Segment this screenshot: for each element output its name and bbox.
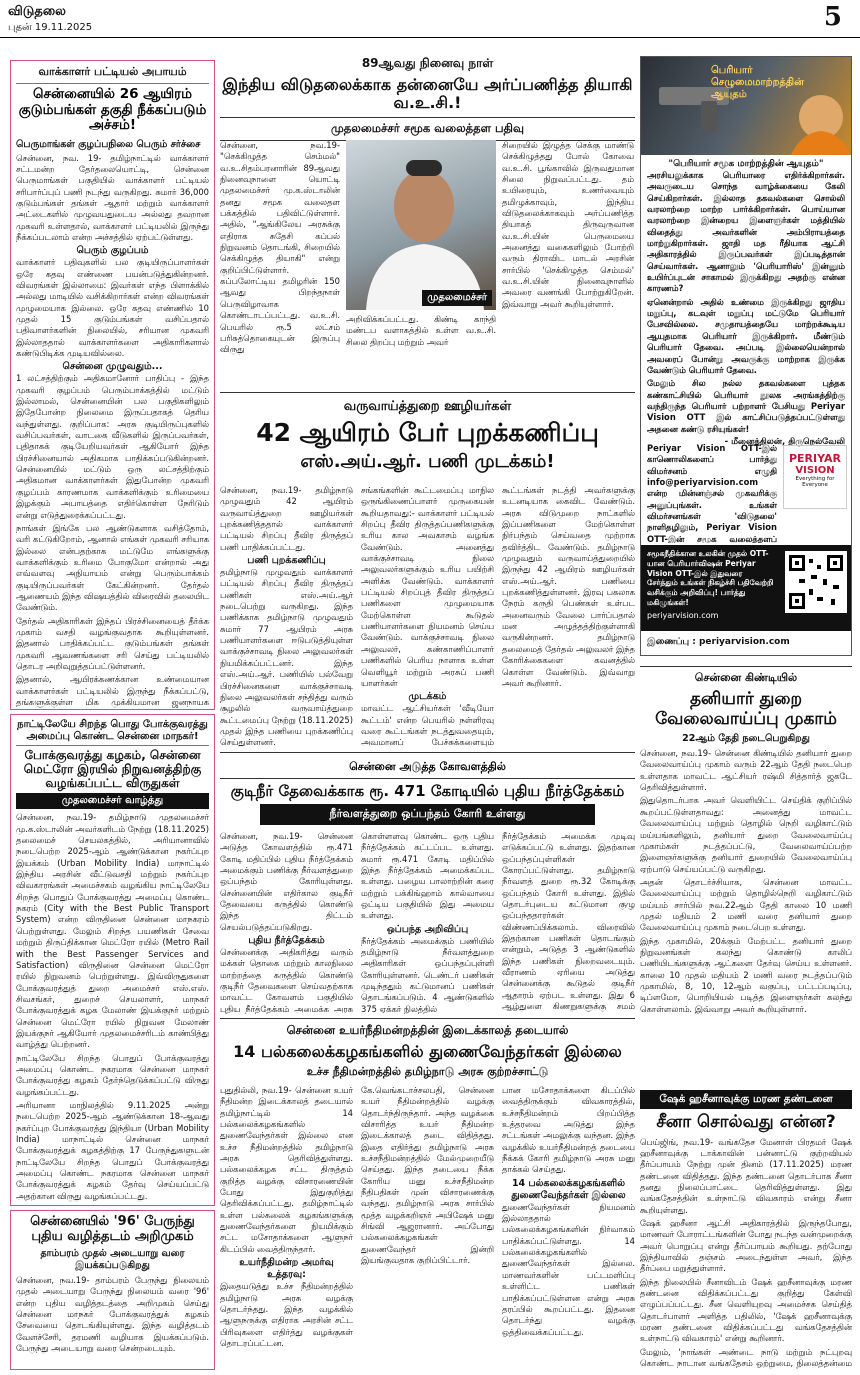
ad-body: ஏனென்றால் அதில் உண்மை இருக்கிறது ஜாதிய மறுப்பு, கடவுள் மறுப்பு மட்டுமே பெரியார் பேசவில்லை. சமுதாயத்தையே மாற்றக்கூடிய ஆயுதமாக பெரியார் இருக்கிறார். மீண்டும் பெரியார் தேவை. அப்படி இல்லையென்றால் அவரைப் போன்று அவருக்கு மாற்றாக இருக்க வேண்டும் பெரியார் தேவை. [647,296,845,375]
subhead: முதலமைச்சர் சமூக வலைத்தள பதிவு [220,117,635,141]
body: அதன் தொடர்ச்சியாக, சென்னை மாவட்ட வேலைவாய்ப்பு மற்றும் தொழில்நெறி வழிகாட்டும் மய்யம் சார்பில் நவ.22ஆம் தேதி காலை 10 மணி முதல் மதியம் 2 மணி வரை தனியார் துறை வேலைவாய்ப்பு முகாம் நடைபெற உள்ளது. [640,876,852,933]
ad-site[interactable]: periyarvision.com [647,610,719,620]
body: சென்னை, நவ.19- தாம்பரம் பேருந்து நிலையம் முதல் அடையாறு பேருந்து நிலையம் வரை '96' என்ற புதிய வழித்தடத்தை அறிமுகம் செய்து சென்னை மாநகர் போக்குவரத்துக் கழகம் சேவையை தொடங்கியுள்ளது. இந்த வழித்தடம் வேளச்சேரி, தரமணி வழியாக இயக்கப்படும். பேருந்து அடையாறு வரை சென்றடையும். [16,1274,209,1353]
subhead: 14 பல்கலைக்கழகங்களில் துணைவேந்தர்கள் இல்லை [511,1177,626,1201]
article-voc [220,56,635,386]
headline: 14 பல்கலைக்கழகங்களில் துணைவேந்தர்கள் இல்லை [233,1042,622,1061]
kicker: சென்னை உயர்நீதிமன்றத்தின் இடைக்காலத் தடையால் [286,1023,569,1037]
body: இதுதொடர்பாக அவர் வெளியிட்ட செய்திக் குறிப்பில் கூறப்பட்டுள்ளதாவது: அனைத்து மாவட்ட வேலைவாய்ப்பு மற்றும் தொழில் நெறி வழிகாட்டும் மய்யங்களிலும், தனியார் துறை வேலைவாய்ப்பு முகாம்கள் நடத்தப்பட்டு, வேலைவாய்ப்பற்ற இளைஞர்களுக்கு தனியார் துறையில் வேலைவாய்ப்பு ஏற்பாடு செய்யப்பட்டு வருகிறது. [640,795,852,874]
logo-text-c: VISION [795,465,835,476]
body: நாங்கள் இங்கே பல ஆண்டுகளாக வசித்தோம், வரி கட்டுகிறோம், ஆனால் எங்கள் முகவரி சரியாக இல்லை என்பதற்காக மட்டுமே எங்களுக்கு வாக்களிக்கும் உரிமை போகுமோ என்றால் அது எவ்வளவு அநியாயம் என்று பெரும்பாக்கம் குடியிருப்பவர்கள் கேட்கின்றனர். தேர்தல் ஆணையம் இந்த விஷயத்தில் விரைவில் தலையிட வேண்டும். [16,522,209,613]
body: சிறையில் இழுத்த செக்கு மாண்டு செக்கிழுத்தது போல் கோவை வ.உ.சி. பூங்காவில் இருவதுமான சிலை நிறுவப்பட்டது. தம் உயிரையும், உணர்வையும் தமிழுக்காவும், இந்திய விடுதலைக்காகவும் அர்ப்பணித்த தியாகத் திருவுருவான வ.உ.சி.யின் பெருமையை அனைத்து வகைகளிலும் போற்றி வரும் திராவிட மாடல் அரசின் சார்பில் 'செக்கிழுத்த செம்மல்' வ.உ.சி.யின் நினைவுநாளில் அவரை வணங்கி போற்றுகிறேன். இவ்வாறு அவர் கூறியுள்ளார். [502,140,634,309]
body: கொள்ளளவு கொண்ட ஒரு புதிய நீர்த்தேக்கம் கட்டப்பட உள்ளது. சுமார் ரூ.471 கோடி மதிப்பில் இந்த நீர்த்தேக்கம் அமைக்கப்பட உள்ளது. பழைய பாலாற்றின் கரை மற்றும் பக்கிங்ஹாம் கால்வாயை ஒட்டிய பகுதியில் இது அமைய உள்ளது. [361,831,494,921]
subhead: உயர்நீதிமன்ற அமர்வு உத்தரவு: [239,1257,334,1281]
headline: சென்னையில் '96' பேருந்து புதிய வழித்தடம் அறிமுகம் [30,1214,195,1244]
body: ஷேக் ஹசீனா ஆட்சி அதிகாரத்தில் இருந்தபோது, மாணவர் போராட்டங்களின் போது நடந்த வன்முறைக்கு அவர் பொறுப்பு என்று தீர்ப்பாயம் கூறியது. தற்போது இந்தியாவில் தஞ்சம் அடைந்துள்ள அவர், இந்த தீர்ப்பை மறுத்துள்ளார். [640,1217,852,1274]
qr-pattern [789,555,843,609]
headline: சீனா சொல்வது என்ன? [656,1112,836,1132]
headline: தனியார் துறை வேலைவாய்ப்பு முகாம் [655,689,837,729]
body: சென்னை, நவ.19- தமிழ்நாடு முதலமைச்சர் மு.க.ஸ்டாலின் அவர்களிடம் நேற்று (18.11.2025) தலைமைச் செயலகத்தில், அரியானாவில் நடைபெற்ற 2025-ஆம் ஆண்டுக்கான நகர்ப்புற இயக்கம் (Urban Mobility India) மாநாட்டில் இந்திய அரசின் வீட்டுவசதி மற்றும் நகர்ப்புற விவகாரங்கள் அமைச்சகம் வழங்கிய நாட்டிலேயே சிறந்த பொதுப் போக்குவரத்து அமைப்பு கொண்ட நகரம் (City with the Best Public Transport System) என்ற விருதினை சென்னை மாநகரம் பெற்றுள்ளது. மேலும் சிறந்த பயணிகள் சேவை மற்றும் திருப்திக்கான மெட்ரோ ரயில் (Metro Rail with the Best Passenger Services and Satisfaction) விருதினை சென்னை மெட்ரோ ரயில் நிறுவனம் பெற்றுள்ளது. இவ்விருதுகளை போக்குவரத்துத் துறை அமைச்சர் எஸ்.எஸ். சிவசங்கர், துறைச் செயலாளர், மாநகர் போக்குவரத்துக் கழக மேலாண் இயக்குநர் மற்றும் சென்னை மெட்ரோ ரயில் நிறுவன மேலாண் இயக்குநர் ஆகியோர் முதலமைச்சரிடம் காண்பித்து வாழ்த்து பெற்றனர். [16,812,209,1050]
article-voter-list [10,60,215,710]
subhead: ஒப்பந்த அறிவிப்பு [386,923,469,935]
subhead: பெருமாங்கள் குழப்பநிலை பெரும் சர்ச்சை [16,138,201,150]
subhead: பெரும் குழப்பம் [76,245,149,257]
headline: சென்னையில் 26 ஆயிரம் குடும்பங்கள் தகுதி நீக்கப்படும் அச்சம்! [18,86,207,134]
ad-ott-text: Periyar Vision OTT-இல் காணொலிகளைப் பார்த்து விமர்சனம் எழுதி info@periyarvision.com என்ற மின்னஞ்சல் முகவரிக்கு அனுப்புங்கள். உங்கள் விமர்சனங்கள் 'விடுதலை' நாளிதழிலும், Periyar Vision OTT-இன் சமூக வலைத்தளப் [647,443,777,543]
body: வாக்காளர் பதிவுகளில் பல குடியிருப்பாளர்கள் ஒரே கதவு எண்ணை பயன்படுத்துகின்றனர். விவரங்கள் இல்லாமை: இவர்கள் எந்த பிளாக்கில் அல்லது மாடியில் வசிக்கிறார்கள் என்ற விவரங்கள் முழுமையாக இல்லை. ஒரே கதவு எண்ணில் 10 முதல் 15 குடும்பங்கள் வசிப்பதால் பதிவாளர்களின் நிலையில், சரியான முகவரி இல்லாததால் வாக்காளர்களை அதிகாரிகளால் கண்டுபிடிக்க முடியவில்லை. [16,257,209,359]
photo-chief-minister [346,140,496,310]
article-reservoir [220,752,635,1014]
body: மேலும், 'நாங்கள் அண்டை நாடு மற்றும் நட்புறவு கொண்ட நாடான வங்கதேசம் ஒற்றுமை, நிலைத்தன்மை [640,1346,852,1369]
headline: இந்திய விடுதலைக்காக தன்னையே அர்ப்பணித்த தியாகி வ.உ.சி.! [222,75,633,113]
body: இதனால், ஆயிரக்கணக்கான உண்மையான வாக்காளர்கள் பட்டியலில் இருந்து நீக்கப்பட்டு, தங்களுக்குள்ள மிக முக்கியமான ஜனநாயக [16,674,209,708]
body: நாட்டிலேயே சிறந்த பொதுப் போக்குவரத்து அமைப்பு கொண்ட நகரமாக சென்னை மாநகர் போக்குவரத்து கழகம் தேர்ந்தெடுக்கப்பட்டு விருது வழங்கப்பட்டது. [16,1052,209,1097]
subhead-bar: நீர்வளத்துறை ஒப்பந்தம் கோரி உள்ளது [260,804,595,825]
logo-text-b: YAR [817,452,842,465]
article-china-hasina [640,1090,852,1370]
body: சென்னை, நவ.19- சென்னை கிண்டியில் தனியார் துறை வேலைவாய்ப்பு முகாம் வரும் 22ஆம் தேதி நடைபெற உள்ளதாக மாவட்ட ஆட்சியர் ரஷ்மி சித்தார்த் ஜகடே தெரிவித்துள்ளார். [640,748,852,793]
masthead-brand: விடுதலை [8,4,66,19]
logo-tagline: Everything for Everyone [795,476,835,488]
body: தேர்தல் அதிகாரிகள் இந்தப் பிரச்சினையைத் தீர்க்க முகாம் வசதி வழங்குவதாக கூறியுள்ளனர். இதனால் பாதிக்கப்பட்ட குடும்பங்கள் தங்கள் முகவரி ஆவணங்களை சரி செய்து பட்டியலில் தொடர அறிவுறுத்தப்பட்டுள்ளனர். [16,615,209,671]
headline-2: எஸ்.அய்.ஆர். பணி முடக்கம்! [300,450,555,472]
body: சென்னை, நவ.19- "செக்கிழுத்த செம்மல்" வ.உ.சிதம்பரனாரின் 89ஆவது நினைவுநாளை யொட்டி முதலமைச்சர் மு.க.ஸ்டாலின் தனது சமூக வலைதள பக்கத்தில் பதிவிட்டுள்ளார். அதில், "ஆங்கிலேய அரசுக்கு எதிராக சுதேசி கப்பல் நிறுவனம் தொடங்கி, சிறையில் செக்கிழுத்த தியாகி" என்று குறிப்பிட்டுள்ளார். கப்பலோட்டிய தமிழரின் 150 ஆவது பிறந்தநாள் பெருவிழாவாக கொண்டாடப்பட்டது. வ.உ.சி. பெயரில் ரூ.5 லட்சம் பரிசுத்தொகையுடன் இருப்பு விருது [220,140,340,355]
article-transport-awards [10,714,215,1206]
logo-text-a: PERI [788,452,818,465]
kicker-bar: ஷேக் ஹசீனாவுக்கு மரண தண்டனை [640,1090,852,1109]
headline: 42 ஆயிரம் பேர் புறக்கணிப்பு [256,418,599,447]
article-bus-route-96 [10,1210,215,1370]
body: அறிவிக்கப்பட்டது. கிண்டி காந்தி மண்டப வளாகத்தில் உள்ள வ.உ.சி. சிலை திறப்பு மற்றும் அவர் [346,314,496,347]
subhead: முடக்கம் [408,691,447,703]
body: சென்னைக்கு அதிகரித்து வரும் மக்கள் தொகை மற்றும் காலநிலை மாற்றத்தை கருத்தில் கொண்டு குடிநீர் தேவைகளை செய்வதற்காக மாவட்ட கோவளம் பகுதியில் புதிய நீர்த்தேக்கம் அமைக்க அரசு [220,947,353,1014]
article-sir-boycott [220,392,635,747]
portrait-icon [346,140,496,310]
subhead: உச்ச நீதிமன்றத்தில் தமிழ்நாடு அரசு குற்றச்சாட்டு [306,1065,549,1079]
subhead: பணி புறக்கணிப்பு [247,555,326,567]
masthead [0,0,860,38]
body: மாவட்ட ஆட்சியர்கள் 'வீடியோ கூட்டம்' என்ற பெயரில் நள்ளிரவு வரை கூட்டங்கள் நடத்துவதையும், அவமானப் பேச்சுக்களையும் [361,703,494,747]
kicker: வாக்காளர் பட்டியல் அபாயம் [16,65,209,84]
body: கூட்டங்கள் நடத்தி அவர்களுக்கு உடனடியாக கைவிட வேண்டும். அரசு விடுமுறை நாட்களில் இப்பணிகளை மேற்கொள்ள நிர்பந்தம் செய்வதை முற்றாக தவிர்த்திட வேண்டும். தமிழ்நாடு முழுவதும் வருவாய்த்துறையில் இருந்து 42 ஆயிரம் ஊழியர்கள் எஸ்.அய்.ஆர். பணியை புறக்கணித்துள்ளனர். இரவு பகலாக நேரம் கருதி பெண்கள் உள்பட அனைவரும் வேலை பார்ப்பதால் மன அழுத்தத்திற்குள்ளாகி வருகின்றனர். தமிழ்நாடு தலைமைத் தேர்தல் அலுவலர் இந்த கோரிக்கைகளை கவனத்தில் கொள்ள வேண்டும். இவ்வாறு அவர் கூறினார். [502,485,635,688]
body: நீர்த்தேக்கம் அமைக்கும் பணியில் தமிழ்நாடு நீர்வளத்துறை அதிகாரிகள் ஒப்பந்தப்புள்ளி கோரியுள்ளனர். டெண்டர் பணிகள் முடிந்ததும் கட்டுமானப் பணிகள் தொடங்கப்படும். 4 ஆண்டுகளில் 375 ஏக்கர் நிலத்தில் [361,935,494,1014]
ad-banner [641,57,851,155]
body: 1 லட்சத்திற்கும் அதிகமானோர் பாதிப்பு - இந்த முகவரி குழப்பம் பெரும்பாக்கத்தில் மட்டும் இல்லாமல், சென்னையின் பல பகுதிகளிலும் இதேபோன்ற நிலைமை இருப்பதாகத் தெரிய வந்துள்ளது. குறிப்பாக: அரசு குடியிருப்புகளில் வசிப்பவர்கள், வாடகை வீடுகளில் இருப்பவர்கள், புதிதாகக் குடியேறியவர்கள் ஆகியோர் இந்த பிரச்சினையால் அதிகமாக பாதிக்கப்படுகின்றனர். சென்னையில் மட்டும் ஒரு லட்சத்திற்கும் அதிகமான வாக்காளர்கள் இதுபோன்ற முகவரி குழப்பம் காரணமாக வாக்களிக்கும் உரிமையை இழக்கும் அபாயத்தை எதிர்கொள்ள நேரிடும் என்று எடுத்துரைக்கப்பட்டது. [16,373,209,520]
page-number: 5 [823,2,842,32]
ad-author: - மீனைத்திலன், திருநெல்வேலி [724,436,845,447]
kicker: நாட்டிலேயே சிறந்த பொது போக்குவரத்து [17,719,208,730]
body: இந்த முகாமில், 20க்கும் மேற்பட்ட தனியார் துறை நிறுவனங்கள் கலந்து கொண்டு காலிப் பணியிடங்களுக்கு ஆட்களை தேர்வு செய்ய உள்ளனர். காலை 10 முதல் மதியம் 2 மணி வரை நடத்தப்படும் முகாமில், 8, 10, 12ஆம் வகுப்பு, பட்டப்படிப்பு, டிப்ளமோ, பொறியியல் படித்த இளைஞர்கள் கலந்து கொள்ளலாம். இவ்வாறு அவர் கூறியுள்ளார். [640,935,852,1014]
body: இதையடுத்து உச்ச நீதிமன்றத்தில் தமிழ்நாடு அரசு வழக்கு தொடர்ந்தது. இந்த வழக்கில் ஆளுநருக்கு எதிராக அரசின் சட்ட பிரிவுகளை எதிர்த்து வழக்குகள் தொடரப்பட்டன. [220,1281,353,1348]
subhead: புதிய நீர்த்தேக்கம் [248,935,325,947]
masthead-date: புதன் 19.11.2025 [8,22,93,33]
ad-promo-text: சமூகநீதிக்கான உலகின் முதல் OTT-யான பெரியார்விஷன் Periyar Vision OTT-இல் இதுவரை சேர்த்தும் உங்கள் நிகழ்ச்சி பதிவேற்றி வசிக்கும் அறிவிப்பு! பார்த்து மகிழுங்கள்! [647,549,774,607]
qr-code-icon[interactable] [785,551,847,613]
body: நீர்த்தேக்கம் அமைக்க முடிவு எடுக்கப்பட்டு உள்ளது. இதற்கான ஒப்பந்தப்புள்ளிகள் கோரப்பட்டுள்ளது. தமிழ்நாடு நீர்வளத் துறை ரூ.32 கோடிக்கு ஒப்பந்தம் கோரி உள்ளது. இதில் தொடர்புடைய கட்டுமான குழு ஒப்பந்ததாரர்கள் விண்ணப்பிக்கலாம். விரைவில் இதற்கான பணிகள் தொடங்கும் என்றும், அடுத்த 3 ஆண்டுகளில் இந்த பணிகள் நிறைவடையும். வீராணம் ஏரியை அடுத்து சென்னைக்கு கூடுதல் குடிநீர் ஆதாரம் ஏற்பட உள்ளது. இது 6 ஆழ்துளை கிணறுகளுக்கு சமம் [502,831,635,1012]
body: தமிழ்நாடு முழுவதும் வாக்காளர் பட்டியல் சிறப்பு தீவிர திருத்தப் பணிகள் எஸ்.அய்.ஆர் நடைபெற்று வருகிறது. இந்த பணிக்காக தமிழ்நாடு முழுவதும் சுமார் 77 ஆயிரம் அரசு பணியாளர்களை ஈடுபடுத்தியுள்ள வாக்குச்சாவடி நிலை அலுவலர்கள் நியமிக்கப்பட்டனர். இந்த எஸ்.அய்.ஆர். பணியில் பல்வேறு பிரச்சினைகளை வாக்குச்சாவடி நிலை அலுவலர்கள் சந்தித்து வரும் சூழலில் வருவாய்த்துறை கூட்டமைப்பு நேற்று (18.11.2025) முதல் இந்த பணியை புறக்கணிப்பு செய்துள்ளனர். [220,567,353,747]
ad-link[interactable]: இணைப்பு : periyarvision.com [647,637,790,647]
periyar-vision-ad [640,56,852,656]
body: துணைவேந்தர்கள் நியமனம் இல்லாததால் பல்கலைக்கழகங்களின் நிர்வாகம் பாதிக்கப்பட்டுள்ளது. 14 பல்கலைக்கழகங்களில் துணைவேந்தர்கள் இல்லை. மாணவர்களின் பட்டமளிப்பு உள்ளிட்ட பணிகள் பாதிக்கப்பட்டுள்ளன என்று அரசு தரப்பில் கூறப்பட்டது. இதனை தொடர்ந்து வழக்கு ஒத்திவைக்கப்பட்டது. [502,1201,635,1337]
kicker: வருவாய்த்துறை ஊழியர்கள் [343,399,512,414]
body: பான மசோதாக்களை கிடப்பில் வைத்திருக்கும் விவகாரத்தில், உச்சநீதிமன்றம் பிறப்பித்த உத்தரவை அடுத்து இந்த சட்டங்கள் அமலுக்கு வந்தன. இந்த வழக்கில் உயர்நீதிமன்றத் தடையை நீக்கக் கோரி தமிழ்நாடு அரசு மனு தாக்கல் செய்தது. [502,1085,635,1175]
body: சங்கங்களின் கூட்டமைப்பு மாநில ஒருங்கிணைப்பாளர் முருகையன் கூறியதாவது:- வாக்காளர் பட்டியல் சிறப்பு தீவிர திருத்தப்பணிகளுக்கு உரிய கால அவகாசம் வழங்க வேண்டும். அனைத்து வாக்குச்சாவடி நிலை அலுவலர்களுக்கும் உரிய பயிற்சி அளிக்க வேண்டும். வாக்காளர் பட்டியல் சிறப்புத் தீவிர திருத்தப் பணிகளை முழுமையாக மேற்கொள்ள கூடுதல் பணியாளர்களை நியமனம் செய்ய வேண்டும். வாக்குச்சாவடி நிலை அலுவலர், கண்காணிப்பாளர் பணிகளில் பெரிய நாளாக உள்ள வெளியூர் மற்றும் அரசுப் பணி யாளர்கள் [361,485,494,688]
body: புதுதில்லி, நவ.19- சென்னை உயர் நீதிமன்ற இடைக்காலத் தடையால் தமிழ்நாட்டில் 14 பல்கலைக்கழகங்களில் துணைவேந்தர்கள் இல்லை என உச்ச நீதிமன்றத்தில் தமிழ்நாடு அரசு தெரிவித்துள்ளது. பல்கலைக்கழக சட்ட திருத்தம் குறித்த வழக்கு விசாரணையின் போது இதுகுறித்து தெரிவிக்கப்பட்டது. தமிழ்நாட்டில் உள்ள பல்கலைக் கழகங்களுக்கு துணைவேந்தர்களை நியமிக்கும் சட்ட மசோதாக்களை ஆளுநர் கிடப்பில் வைத்திருந்தார். [220,1085,353,1254]
kicker: சென்னை கிண்டியில் [694,671,798,684]
body: பெய்ஜிங், நவ.19- வங்கதேச மேனாள் பிரதமர் ஷேக் ஹசீனாவுக்கு டாக்காவின் பன்னாட்டு குற்றவியல் தீர்ப்பாயம் நேற்று முன் தினம் (17.11.2025) மரண தண்டனை விதித்தது. இந்த தண்டனை தொடர்பாக சீனா தனது நிலைப்பாட்டை தெரிவித்துள்ளது. இது வங்கதேசத்தின் உள்நாட்டு விவகாரம் என்று சீனா கூறியுள்ளது. [640,1136,852,1215]
subhead-bar: முதலமைச்சர் வாழ்த்து [16,793,209,809]
ad-promo [641,545,852,631]
body: சென்னை, நவ.19- தமிழ்நாடு முழுவதும் 42 ஆயிரம் வருவாய்த்துறை ஊழியர்கள் புறக்கணித்ததால் வாக்காளர் பட்டியல் சிறப்பு தீவிர திருத்தப் பணி பாதிக்கப்பட்டது. [220,485,353,552]
body: இந்த நிலையில் சீனாவிடம் ஷேக் ஹசீனாவுக்கு மரண தண்டனை விதிக்கப்பட்டது குறித்து கேள்வி எழுப்பப்பட்டது. சீன வெளியுறவு அமைச்சக செய்தித் தொடர்பாளர் அளித்த பதிலில், 'ஷேக் ஹசீனாவுக்கு மரண தண்டனை விதிக்கப்பட்டது வங்கதேசத்தின் உள்நாட்டு விவகாரம்' என்று கூறினார். [640,1276,852,1344]
headline: போக்குவரத்து கழகம், சென்னை மெட்ரோ இரயில் நிறுவனத்திற்கு வழங்கப்பட்ட விருதுகள் [23,748,202,790]
body: சென்னை, நவ.19- சென்னை அடுத்த கோவளத்தில் ரூ.471 கோடி மதிப்பில் புதிய நீர்த்தேக்கம் அமைக்கும் பணிக்கு நீர்வளத்துறை ஒப்பந்தம் கோரியுள்ளது. சென்னையின் எதிர்கால குடிநீர் தேவையை கருத்தில் கொண்டு இந்த திட்டம் செயல்படுத்தப்படுகிறது. [220,831,353,932]
kicker: சென்னை அடுத்த கோவளத்தில் [220,757,635,779]
periyar-vision-logo [783,445,847,509]
ad-body: மேலும் சில நல்ல தகவல்களை புத்தக கண்காட்சியில் பெரியார் நூலக அரங்கத்திற்கு வந்திருந்த பெரியார் பற்றாளர் பேசியது Periyar Vision OTT இல் காட்சிப்படுத்தப்பட்டுள்ளது அதனை கண்டு ரசியுங்கள்! [647,378,845,434]
kicker: 89ஆவது நினைவு நாள் [361,56,494,70]
article-vice-chancellors [220,1018,635,1370]
article-job-fair [640,666,852,1084]
body: கே.வெங்கடாச்சலபதி, சென்னை உயர் நீதிமன்றத்தில் வழக்கு தொடர்ந்திருந்தார். அந்த வழக்கை விசாரித்த உயர் நீதிமன்ற இடைக்காலத் தடை விதித்தது. இதை எதிர்த்து தமிழ்நாடு அரசு உச்சநீதிமன்றத்தில் மேல்முறையீடு செய்தது. இந்த தடையை நீக்க கோரிய மனு உச்சநீதிமன்ற நீதிபதிகள் முன் விசாரணைக்கு வந்தது. தமிழ்நாடு அரசு சார்பில் மூத்த வழக்கறிஞர் அபிஷேக் மனு சிங்வி ஆஜரானார். அப்போது பல்கலைக்கழகங்கள் துணைவேந்தர் இன்றி இயங்குவதாக குறிப்பிட்டார். [361,1085,494,1266]
ad-title: பெரியார் செழுமைமாற்றத்தின் ஆயுதம் [711,65,804,100]
photo-caption: முதலமைச்சர் [422,290,492,306]
subhead: 22ஆம் தேதி நடைபெறுகிறது [682,733,810,745]
headline: குடிநீர் தேவைக்காக ரூ. 471 கோடியில் புதிய நீர்த்தேக்கம் [230,782,625,800]
body: சென்னை, நவ. 19- தமிழ்நாட்டில் வாக்காளர் சட்டமன்ற தேர்தலையொட்டி, சென்னை பெருமாங்கள் பகுதியில் வாக்காளர் பட்டியல் சரிபார்ப்புப் பணி நடந்து வருகிறது. சுமார் 36,000 குடும்பங்கள் தங்கள் ஆதார் மற்றும் வாக்காளர் அட்டைகளில் முழுவயதுடைய அல்லது தவறான முகவரி உள்ளதால், வாக்காளர் பட்டியலில் இருந்து நீக்கப்படலாம் என்ற அச்சத்தில் ஏற்பட்டுள்ளது. [16,152,209,242]
ad-body: அரசியலுக்காக பெரியாரை எதிர்க்கிறார்கள். அவருடைய சொந்த வாழ்க்கையை கேலி செய்கிறார்கள். இல்லாத தகவல்களை சொல்லி வரலாற்றை மாற்ற பார்க்கிறார்கள். பொய்யான வரலாற்றை இன்றைய இளைஞர்கள் மத்தியில் விதைத்து அவர்களின் அம்பிராயத்தை மாற்றுகிறார்கள். ஜாதி மத ரீதியாக ஆட்சி அதிகாரத்தில் இருப்பவர்கள் இப்படித்தான் செய்வார்கள். ஆனாலும் 'பெரியாரிஸ்' இன்னும் உயிர்ப்புடன் சாகாமல் இருக்கிறது அதற்கு என்ன காரணம்? [647,170,845,294]
kicker-2: அமைப்பு கொண்ட சென்னை மாநகர்! [16,731,209,746]
ad-caption: "பெரியார் சமூக மாற்றத்தின் ஆயுதம்" [668,159,824,169]
subhead: தாம்பரம் முதல் அடையாறு வரை இயக்கப்படுகிறது [40,1247,185,1271]
subhead: சென்னை முழுவதும்... [62,361,163,373]
body: அரியானா மாநிலத்தில் 9.11.2025 அன்று நடைபெற்ற 2025-ஆம் ஆண்டுக்கான 18-ஆவது நகர்ப்புற போக்குவரத்து இந்தியா (Urban Mobility India) மாநாட்டில் சென்னை மாநகர் போக்குவரத்துக் கழகத்திற்கு 17 பேருந்துகளுடன் நாட்டிலேயே சிறந்த பொதுப் போக்குவரத்து அமைப்பு கொண்ட நகரமாக சென்னை மாநகர் போக்குவரத்துக் கழகம் தேர்வு செய்யப்பட்டு அதற்கான விருது வழங்கப்பட்டது. [16,1099,209,1201]
